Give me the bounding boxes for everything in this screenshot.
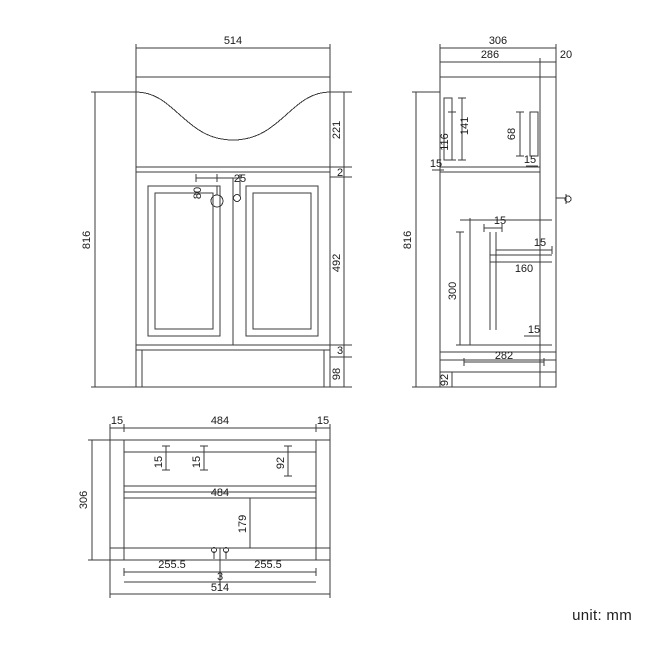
- label-bracket-116: 116: [439, 133, 451, 151]
- basin-bowl-curve: [136, 92, 330, 140]
- label-base-height: 92: [439, 373, 451, 387]
- right-door-inner: [253, 193, 311, 329]
- label-plan-side-right: 15: [316, 415, 330, 427]
- unit-note: unit: mm: [572, 607, 632, 624]
- label-shelf-width: 160: [514, 263, 534, 275]
- label-plan-rail-a: 15: [153, 455, 165, 469]
- plan-view: [88, 424, 330, 598]
- label-bracket-15: 15: [429, 158, 443, 170]
- label-plan-shelf-width: 484: [210, 487, 230, 499]
- side-elevation-view: [412, 44, 571, 387]
- label-plan-side-left: 15: [110, 415, 124, 427]
- label-plan-inner-width: 484: [210, 415, 230, 427]
- label-plan-door-left: 255.5: [158, 559, 186, 571]
- label-basin-height: 221: [331, 120, 343, 140]
- label-plan-rail-c: 92: [275, 456, 287, 470]
- right-door-panel: [246, 186, 318, 336]
- label-plan-depth: 306: [78, 490, 90, 510]
- plan-outline: [110, 440, 330, 560]
- left-door-panel: [148, 186, 220, 336]
- label-plan-door-right: 255.5: [254, 559, 282, 571]
- side-right-bracket: [530, 112, 538, 156]
- dimension-labels: [78, 35, 572, 594]
- label-base-depth: 282: [494, 350, 514, 362]
- label-lower-15: 15: [527, 324, 541, 336]
- label-plan-shelf-depth: 179: [237, 514, 249, 534]
- label-gap-top: 2: [336, 167, 344, 179]
- label-cabinet-depth: 286: [480, 49, 500, 61]
- label-shelf-small: 15: [533, 237, 547, 249]
- label-plan-overall-width: 514: [210, 582, 230, 594]
- left-door-inner: [155, 193, 213, 329]
- label-right-15: 15: [523, 154, 537, 166]
- label-shelf-drop: 300: [447, 281, 459, 301]
- label-right-68: 68: [506, 127, 518, 141]
- label-handle-offset: 80: [192, 186, 204, 200]
- label-door-height: 492: [331, 253, 343, 273]
- label-plinth-height: 98: [331, 367, 343, 381]
- label-side-depth: 306: [488, 35, 508, 47]
- label-front-width: 514: [223, 35, 243, 47]
- label-bracket-141: 141: [459, 116, 471, 136]
- label-plinth-gap: 3: [336, 345, 344, 357]
- label-plan-door-gap: 3: [216, 571, 224, 583]
- secondary-hole: [234, 195, 241, 202]
- label-front-height: 816: [81, 230, 93, 250]
- front-elevation-view: [91, 44, 352, 387]
- label-plan-rail-b: 15: [191, 455, 203, 469]
- label-overhang: 20: [559, 49, 573, 61]
- label-handle-spacing: 25: [233, 173, 247, 185]
- label-shelf-offset: 15: [493, 215, 507, 227]
- label-side-height: 816: [402, 230, 414, 250]
